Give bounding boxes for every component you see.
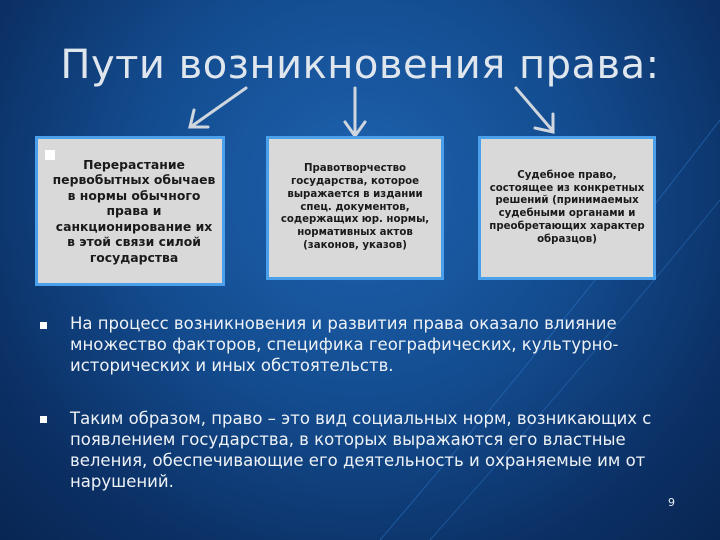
origin-box-lawmaking-text: Правотворчество государства, которое выражается в издании спец. документов, содержащих юр. нормы, нормативных актов (законов, указов) xyxy=(280,163,430,251)
bullet-paragraph-definition: Таким образом, право – это вид социальных норм, возникающих с появлением государства, в которых выражаются его властные веления, обеспечивающие его деятельность и охраняемые им от нарушений. xyxy=(70,409,652,492)
origin-box-custom-text: Перерастание первобытных обычаев в нормы обычного права и санкционирование их в этой связи силой государства xyxy=(52,156,216,265)
arrow-right-icon xyxy=(516,88,553,132)
origin-box-judicial-text: Судебное право, состоящее из конкретных решений (принимаемых судебными органами и преобретающих характер образцов) xyxy=(489,169,645,245)
bullet-square-icon xyxy=(40,322,47,329)
origin-box-lawmaking xyxy=(266,136,444,280)
bullet-paragraph-factors: На процесс возникновения и развития права оказало влияние множество факторов, специфика географических, культурно-исторических и иных обстоятельств. xyxy=(70,314,619,376)
origin-box-custom xyxy=(35,136,225,286)
bullet-square-icon xyxy=(40,416,47,423)
page-number: 9 xyxy=(668,496,675,509)
arrow-left-icon xyxy=(190,88,246,127)
origin-box-judicial xyxy=(478,136,656,280)
arrow-down-icon xyxy=(345,88,365,136)
slide-title: Пути возникновения права: xyxy=(60,42,660,88)
bullet-square-icon xyxy=(45,150,55,160)
